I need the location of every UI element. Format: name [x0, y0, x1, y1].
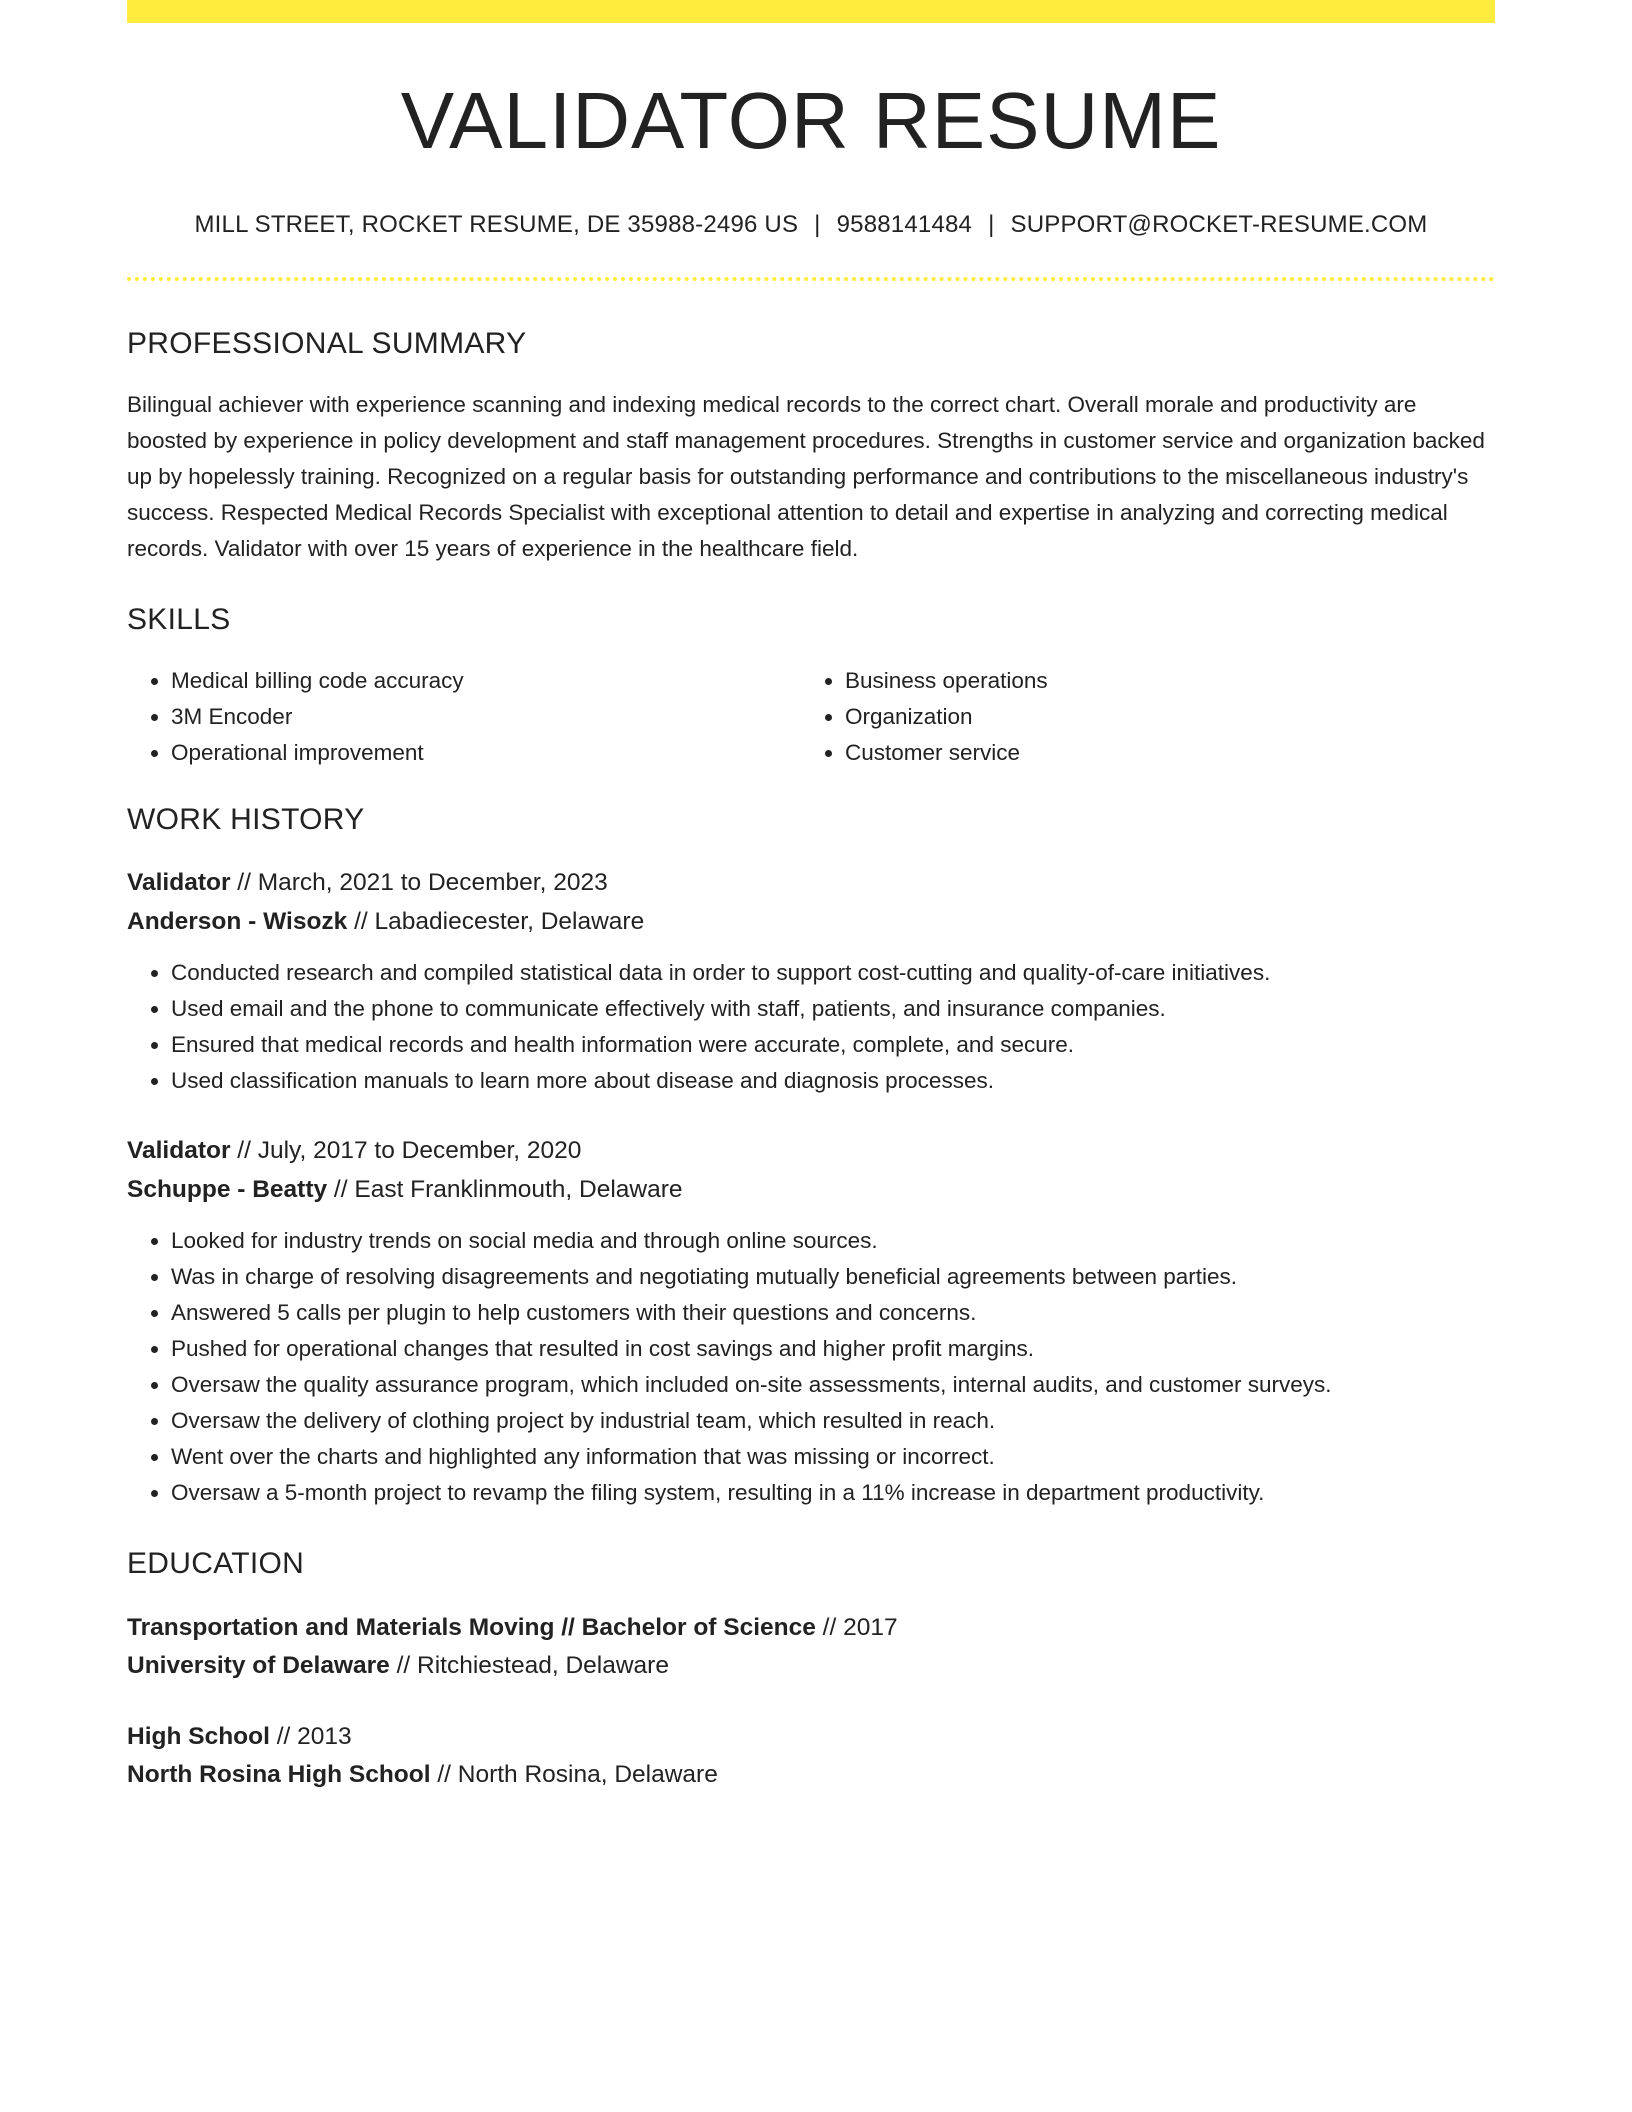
education-school: North Rosina High School — [127, 1761, 431, 1788]
education-degree: High School — [127, 1723, 270, 1750]
section-title-education: EDUCATION — [127, 1547, 305, 1580]
job-bullet: • Conducted research and compiled statistical data in order to support cost-cutting and quality-of-care initiatives. — [171, 955, 1495, 991]
contact-phone: 9588141484 — [836, 211, 973, 238]
skill-item: • Organization — [845, 699, 1475, 735]
skill-item: • 3M Encoder — [171, 699, 801, 735]
top-accent-bar — [127, 0, 1495, 23]
contact-separator: | — [988, 211, 995, 238]
job-bullet: • Oversaw the quality assurance program, which included on-site assessments, internal audits, and customer surveys. — [171, 1367, 1495, 1403]
contact-line — [127, 213, 1495, 237]
education-degree: Transportation and Materials Moving // Bachelor of Science — [127, 1614, 816, 1641]
job-bullet: • Used email and the phone to communicate effectively with staff, patients, and insurance companies. — [171, 991, 1495, 1027]
skills-column-right — [801, 663, 1475, 771]
skill-item: • Business operations — [845, 663, 1475, 699]
skill-item: • Customer service — [845, 735, 1475, 771]
job-dates: // March, 2021 to December, 2023 — [230, 869, 608, 896]
job-bullet: • Answered 5 calls per plugin to help customers with their questions and concerns. — [171, 1295, 1495, 1331]
education-year: // 2013 — [269, 1723, 352, 1750]
job-company: Anderson - Wisozk — [127, 908, 348, 935]
job-company-line — [127, 1170, 1495, 1209]
job-bullet: • Oversaw the delivery of clothing project by industrial team, which resulted in reach. — [171, 1403, 1495, 1439]
job-bullet: • Looked for industry trends on social media and through online sources. — [171, 1223, 1495, 1259]
education-year: // 2017 — [815, 1614, 898, 1641]
contact-address: MILL STREET, ROCKET RESUME, DE 35988-2496 US — [194, 211, 799, 238]
resume-name: VALIDATOR RESUME — [400, 76, 1222, 165]
job-entry — [127, 863, 1495, 1099]
job-bullet: • Pushed for operational changes that resulted in cost savings and higher profit margins. — [171, 1331, 1495, 1367]
job-bullet: • Went over the charts and highlighted any information that was missing or incorrect. — [171, 1439, 1495, 1475]
contact-email: SUPPORT@ROCKET-RESUME.COM — [1010, 211, 1428, 238]
job-bullets — [127, 955, 1495, 1099]
job-entry — [127, 1131, 1495, 1511]
job-dates: // July, 2017 to December, 2020 — [230, 1137, 582, 1164]
section-title-skills: SKILLS — [127, 603, 231, 636]
job-role: Validator — [127, 869, 231, 896]
dotted-divider — [127, 277, 1495, 281]
job-title-line — [127, 1131, 1495, 1170]
job-bullet: • Ensured that medical records and health information were accurate, complete, and secure. — [171, 1027, 1495, 1063]
education-school-line — [127, 1756, 1495, 1794]
job-bullet: • Used classification manuals to learn more about disease and diagnosis processes. — [171, 1063, 1495, 1099]
education-entry — [127, 1718, 1495, 1794]
summary-text: Bilingual achiever with experience scanning and indexing medical records to the correct chart. Overall morale and productivity are boosted by experience in policy development and staff management procedures. Strengths in customer service and organization backed up by hopelessly training. Recognized on a regular basis for outstanding performance and contributions to the miscellaneous industry's success. Respected Medical Records Specialist with exceptional attention to detail and expertise in analyzing and correcting medical records. Validator with over 15 years of experience in the healthcare field. — [127, 392, 1485, 561]
job-bullet: • Was in charge of resolving disagreements and negotiating mutually beneficial agreements between parties. — [171, 1259, 1495, 1295]
skills-column-left — [127, 663, 801, 771]
education-entry — [127, 1609, 1495, 1685]
skills-grid — [127, 663, 1495, 771]
education-location: // North Rosina, Delaware — [430, 1761, 718, 1788]
resume-page — [127, 0, 1495, 1794]
job-location: // Labadiecester, Delaware — [347, 908, 645, 935]
job-title-line — [127, 863, 1495, 902]
education-degree-line — [127, 1609, 1495, 1647]
skill-item: • Operational improvement — [171, 735, 801, 771]
job-company: Schuppe - Beatty — [127, 1176, 328, 1203]
section-title-work-history: WORK HISTORY — [127, 803, 365, 836]
education-school: University of Delaware — [127, 1652, 390, 1679]
job-bullet: • Oversaw a 5-month project to revamp the filing system, resulting in a 11% increase in department productivity. — [171, 1475, 1495, 1511]
job-company-line — [127, 902, 1495, 941]
skill-item: • Medical billing code accuracy — [171, 663, 801, 699]
section-title-summary: PROFESSIONAL SUMMARY — [127, 327, 527, 360]
job-location: // East Franklinmouth, Delaware — [327, 1176, 683, 1203]
education-location: // Ritchiestead, Delaware — [389, 1652, 669, 1679]
job-bullets — [127, 1223, 1495, 1511]
education-degree-line — [127, 1718, 1495, 1756]
job-role: Validator — [127, 1137, 231, 1164]
contact-separator: | — [814, 211, 821, 238]
education-school-line — [127, 1647, 1495, 1685]
